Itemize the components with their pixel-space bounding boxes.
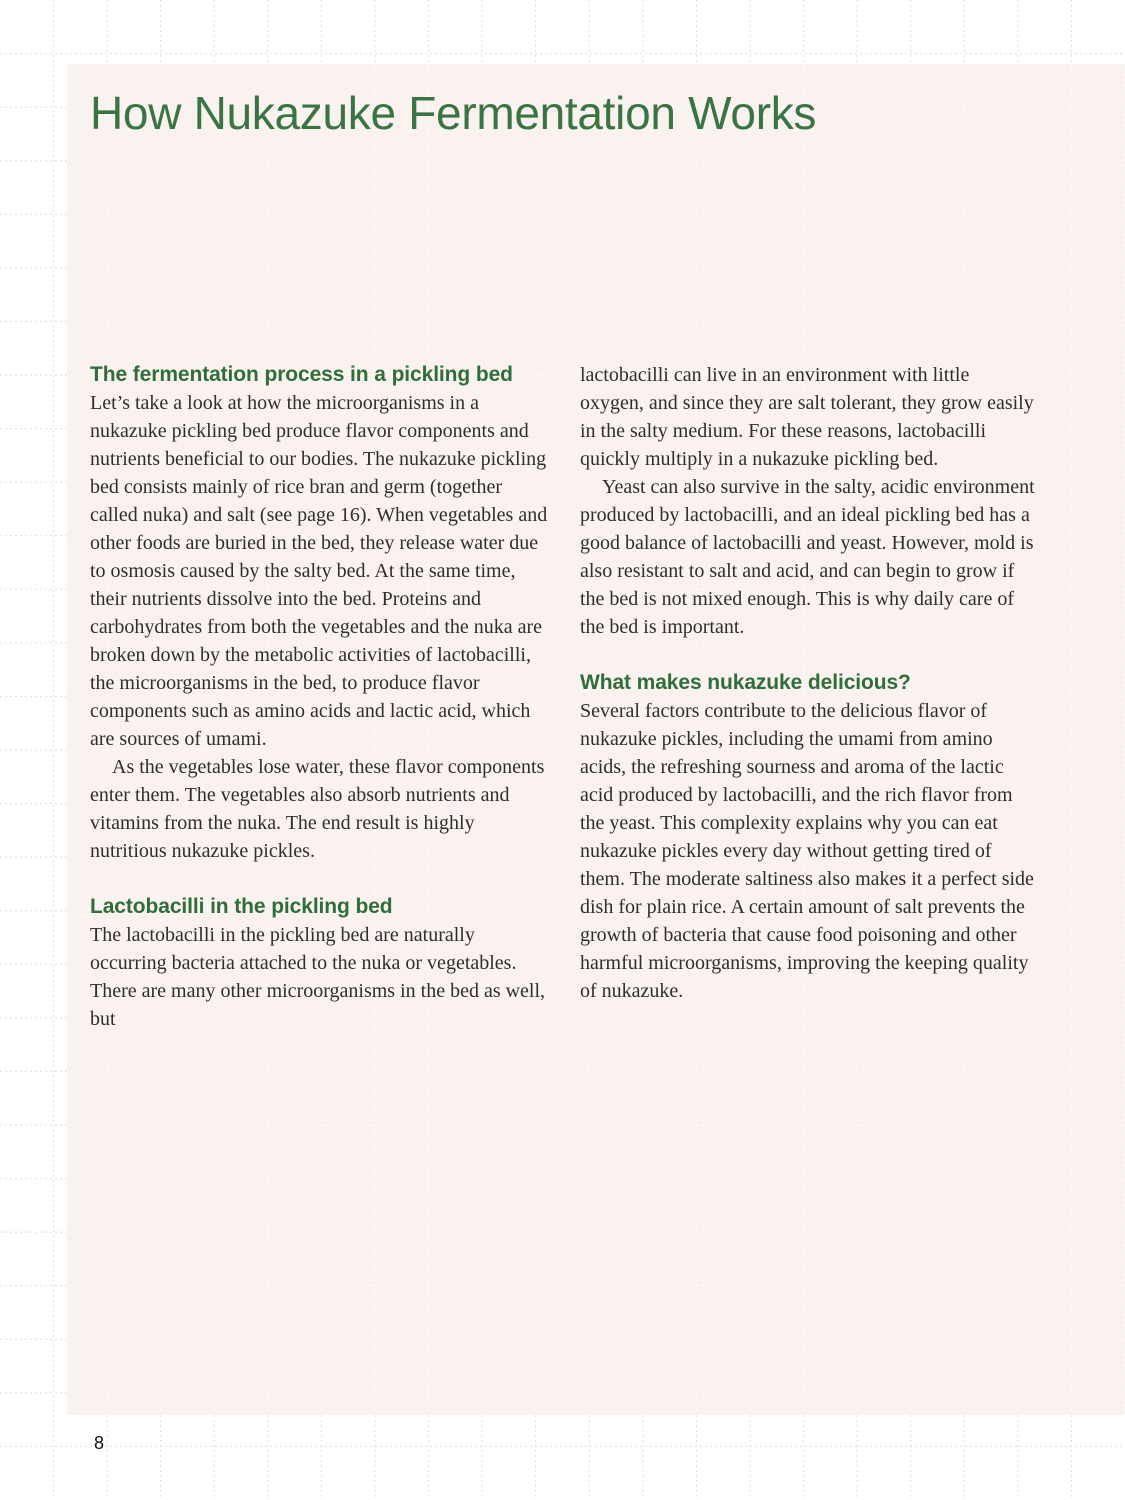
section-heading: What makes nukazuke delicious? — [580, 671, 911, 694]
body-paragraph: Let’s take a look at how the microorganisms in a nukazuke pickling bed produce flavor components and nutrients beneficial to our bodies. The nukazuke pickling bed consists mainly of rice bran and germ (together called nuka) and salt (see page 16). When vegetables and other foods are buried in the bed, they release water due to osmosis caused by the salty bed. At the same time, their nutrients dissolve into the bed. Proteins and carbohydrates from both the vegetables and the nuka are broken down by the metabolic activities of lactobacilli, the microorganisms in the bed, to produce flavor components such as amino acids and lactic acid, which are sources of umami. — [90, 392, 548, 750]
right-column — [580, 361, 1038, 1033]
page-title: How Nukazuke Fermentation Works — [90, 87, 817, 139]
body-paragraph: As the vegetables lose water, these flavor components enter them. The vegetables also absorb nutrients and vitamins from the nuka. The end result is highly nutritious nukazuke pickles. — [90, 756, 545, 862]
body-paragraph: Yeast can also survive in the salty, acidic environment produced by lactobacilli, and an ideal pickling bed has a good balance of lactobacilli and yeast. However, mold is also resistant to salt and acid, and can begin to grow if the bed is not mixed enough. This is why daily care of the bed is important. — [580, 476, 1035, 638]
content-card — [67, 64, 1125, 1415]
text-columns — [90, 361, 1038, 1033]
left-column — [90, 361, 548, 1033]
section-heading: Lactobacilli in the pickling bed — [90, 895, 393, 918]
section-heading: The fermentation process in a pickling bed — [90, 363, 513, 386]
page-number: 8 — [94, 1433, 105, 1453]
body-paragraph: The lactobacilli in the pickling bed are naturally occurring bacteria attached to the nuka or vegetables. There are many other microorganisms in the bed as well, but — [90, 924, 546, 1030]
body-paragraph: Several factors contribute to the delicious flavor of nukazuke pickles, including the umami from amino acids, the refreshing sourness and aroma of the lactic acid produced by lactobacilli, and the rich flavor from the yeast. This complexity explains why you can eat nukazuke pickles every day without getting tired of them. The moderate saltiness also makes it a perfect side dish for plain rice. A certain amount of salt prevents the growth of bacteria that cause food poisoning and other harmful microorganisms, improving the keeping quality of nukazuke. — [580, 700, 1034, 1002]
body-paragraph: lactobacilli can live in an environment with little oxygen, and since they are salt tolerant, they grow easily in the salty medium. For these reasons, lactobacilli quickly multiply in a nukazuke pickling bed. — [580, 364, 1034, 470]
